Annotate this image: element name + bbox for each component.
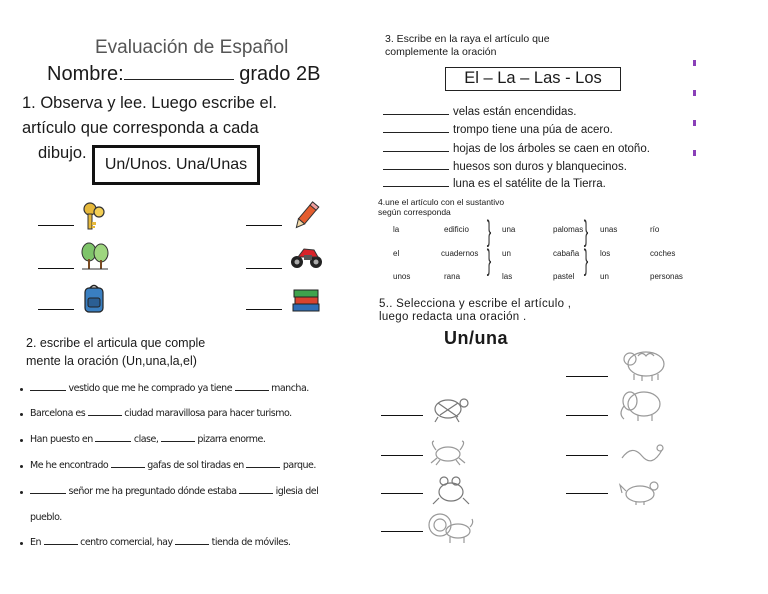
q3-item-text: trompo tiene una púa de acero. bbox=[453, 124, 613, 136]
sentence-5 bbox=[30, 486, 318, 497]
snake-icon bbox=[618, 438, 666, 464]
q3-line-1: 3. Escribe en la raya el artículo que bbox=[385, 33, 550, 45]
backpack-icon bbox=[81, 283, 107, 313]
sentence-text: Barcelona es bbox=[30, 408, 86, 419]
q3-blank-3[interactable] bbox=[383, 151, 449, 152]
sentence-text: Me he encontrado bbox=[30, 460, 109, 471]
q3-item-text: huesos son duros y blanquecinos. bbox=[453, 161, 627, 173]
q1-line-1: 1. Observa y lee. Luego escribe el. bbox=[22, 94, 277, 112]
right-page-bg bbox=[370, 18, 696, 556]
q3-articles-text: El – La – Las - Los bbox=[464, 69, 602, 87]
q5-blank-sheep[interactable] bbox=[566, 376, 608, 377]
q4-cell[interactable]: las bbox=[502, 272, 513, 281]
brace-decoration: } bbox=[486, 215, 492, 248]
sentence-text: parque. bbox=[282, 460, 316, 471]
question-2 bbox=[26, 334, 205, 370]
lion-icon bbox=[424, 509, 474, 545]
sentence-4-blank-2[interactable] bbox=[246, 467, 280, 468]
sentence-6-blank-1[interactable] bbox=[44, 544, 78, 545]
q4-cell[interactable]: un bbox=[600, 272, 609, 281]
trees-icon bbox=[80, 241, 110, 271]
q3-blank-1[interactable] bbox=[383, 114, 449, 115]
sentence-6 bbox=[30, 537, 290, 548]
sentence-text: pueblo. bbox=[30, 512, 62, 523]
name-label: Nombre: bbox=[47, 63, 124, 85]
question-3 bbox=[385, 33, 550, 59]
q5-blank-hen[interactable] bbox=[566, 493, 608, 494]
bullet bbox=[20, 465, 23, 468]
q1-line-2: artículo que corresponda a cada bbox=[22, 119, 259, 137]
q3-item-2 bbox=[383, 124, 613, 136]
answer-line-backpack[interactable] bbox=[38, 309, 74, 310]
q4-cell[interactable]: pastel bbox=[553, 272, 575, 281]
name-field[interactable] bbox=[124, 79, 234, 80]
q4-cell[interactable]: personas bbox=[650, 272, 683, 281]
q4-cell[interactable]: coches bbox=[650, 249, 676, 258]
sentence-text: gafas de sol tiradas en bbox=[147, 460, 244, 471]
articles-box bbox=[92, 145, 260, 185]
sentence-text: pizarra enorme. bbox=[197, 434, 266, 445]
q3-item-text: luna es el satélite de la Tierra. bbox=[453, 178, 606, 190]
grade-label: grado 2B bbox=[239, 63, 321, 85]
bullet bbox=[20, 413, 23, 416]
sentence-text: tienda de móviles. bbox=[211, 537, 291, 548]
sentence-text: centro comercial, hay bbox=[80, 537, 173, 548]
q3-item-4 bbox=[383, 161, 627, 173]
sentence-text: clase, bbox=[133, 434, 159, 445]
sheep-icon bbox=[620, 346, 670, 382]
sentence-6-blank-2[interactable] bbox=[175, 544, 209, 545]
bullet bbox=[20, 542, 23, 545]
q4-cell[interactable]: palomas bbox=[553, 225, 584, 234]
question-5 bbox=[379, 298, 571, 324]
q3-blank-5[interactable] bbox=[383, 186, 449, 187]
hen-icon bbox=[618, 477, 664, 505]
q4-cell[interactable]: edificio bbox=[444, 225, 469, 234]
worksheet-title: Evaluación de Español bbox=[95, 37, 289, 58]
articles-box-text: Un/Unos. Una/Unas bbox=[104, 156, 248, 173]
q5-line-1: 5.. Selecciona y escribe el artículo , bbox=[379, 298, 572, 310]
bullet bbox=[20, 388, 23, 391]
q4-line-1: 4.une el artículo con el sustantivo bbox=[378, 197, 505, 207]
bullet bbox=[20, 439, 23, 442]
q1-line-3: dibujo. bbox=[38, 144, 87, 162]
sentence-3 bbox=[30, 434, 265, 445]
sentence-text: ciudad maravillosa para hacer turismo. bbox=[124, 408, 292, 419]
sentence-4 bbox=[30, 460, 316, 471]
q3-item-text: hojas de los árboles se caen en otoño. bbox=[453, 143, 650, 155]
q3-item-3 bbox=[383, 143, 650, 155]
answer-line-keys[interactable] bbox=[38, 225, 74, 226]
q3-blank-2[interactable] bbox=[383, 132, 449, 133]
sentence-3-blank-1[interactable] bbox=[95, 441, 131, 442]
q5-blank-crab[interactable] bbox=[381, 455, 423, 456]
sentence-2 bbox=[30, 408, 292, 419]
q5-line-2: luego redacta una oración . bbox=[379, 311, 527, 323]
sentence-text: Han puesto en bbox=[30, 434, 93, 445]
q4-cell[interactable]: una bbox=[502, 225, 516, 234]
q4-cell[interactable]: la bbox=[393, 225, 400, 234]
sentence-2-blank-1[interactable] bbox=[88, 415, 122, 416]
q4-cell[interactable]: rana bbox=[444, 272, 461, 281]
q5-blank-frog[interactable] bbox=[381, 493, 423, 494]
sentence-1 bbox=[30, 383, 309, 394]
q4-cell[interactable]: el bbox=[393, 249, 400, 258]
q4-cell[interactable]: río bbox=[650, 225, 660, 234]
brace-decoration: } bbox=[583, 215, 589, 248]
sentence-text: iglesia del bbox=[275, 486, 319, 497]
q3-blank-4[interactable] bbox=[383, 169, 449, 170]
books-icon bbox=[291, 287, 321, 313]
q3-item-text: velas están encendidas. bbox=[453, 106, 577, 118]
frog-icon bbox=[430, 472, 472, 506]
sentence-1-blank-1[interactable] bbox=[30, 390, 66, 391]
sentence-text: mancha. bbox=[271, 383, 309, 394]
q5-blank-elephant[interactable] bbox=[566, 415, 608, 416]
q4-cell[interactable]: cabaña bbox=[553, 249, 580, 258]
q5-blank-snake[interactable] bbox=[566, 455, 608, 456]
q2-line-1: 2. escribe el articula que comple bbox=[26, 336, 206, 350]
answer-line-motorcycle[interactable] bbox=[246, 268, 282, 269]
motorcycle-icon bbox=[290, 243, 323, 269]
answer-line-pencil[interactable] bbox=[246, 225, 282, 226]
answer-line-books[interactable] bbox=[246, 309, 282, 310]
q5-blank-turtle[interactable] bbox=[381, 415, 423, 416]
sentence-text: En bbox=[30, 537, 42, 548]
q2-line-2: mente la oración (Un,una,la,el) bbox=[26, 354, 197, 368]
brace-decoration: } bbox=[486, 244, 492, 277]
crab-icon bbox=[427, 440, 469, 466]
q3-item-1 bbox=[383, 106, 576, 118]
keys-icon bbox=[80, 200, 108, 232]
sentence-text: señor me ha preguntado dónde estaba bbox=[68, 486, 237, 497]
page-edge-marks bbox=[693, 60, 696, 180]
sentence-1-blank-2[interactable] bbox=[235, 390, 269, 391]
q5-blank-lion[interactable] bbox=[381, 531, 423, 532]
q5-title: Un/una bbox=[444, 328, 508, 348]
sentence-5-continued bbox=[30, 512, 62, 523]
turtle-icon bbox=[430, 393, 470, 425]
name-row bbox=[47, 63, 320, 86]
brace-decoration: } bbox=[583, 244, 589, 277]
q3-line-2: complemente la oración bbox=[385, 46, 497, 58]
q4-cell[interactable]: unas bbox=[600, 225, 618, 234]
elephant-icon bbox=[616, 388, 668, 422]
q4-cell[interactable]: unos bbox=[393, 272, 411, 281]
question-4 bbox=[378, 197, 504, 217]
q4-line-2: según corresponda bbox=[378, 207, 451, 217]
sentence-3-blank-2[interactable] bbox=[161, 441, 195, 442]
q4-cell[interactable]: los bbox=[600, 249, 611, 258]
q3-item-5 bbox=[383, 178, 606, 190]
q4-cell[interactable]: un bbox=[502, 249, 511, 258]
q3-articles-box bbox=[445, 67, 621, 91]
sentence-5-blank-1[interactable] bbox=[30, 493, 66, 494]
answer-line-trees[interactable] bbox=[38, 268, 74, 269]
sentence-text: vestido que me he comprado ya tiene bbox=[68, 383, 233, 394]
bullet bbox=[20, 491, 23, 494]
pencil-icon bbox=[291, 200, 321, 232]
sentence-5-blank-2[interactable] bbox=[239, 493, 273, 494]
sentence-4-blank-1[interactable] bbox=[111, 467, 145, 468]
q4-cell[interactable]: cuadernos bbox=[441, 249, 479, 258]
